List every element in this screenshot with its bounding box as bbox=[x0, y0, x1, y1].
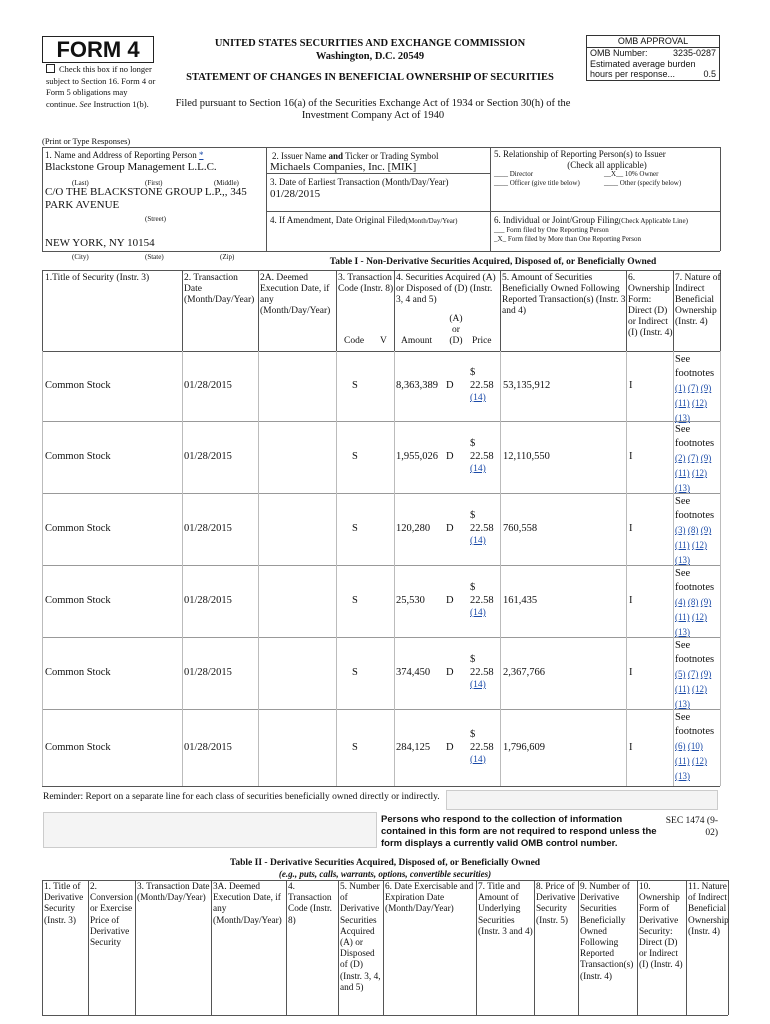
footnote-link[interactable]: (12) bbox=[692, 398, 708, 408]
footnote-link[interactable]: (13) bbox=[675, 699, 690, 709]
price-dollar: $ bbox=[470, 582, 476, 593]
no-longer-subject-note: Check this box if no longer subject to Section 16. Form 4 or Form 5 obligations may continue. See Instruction 1(b). bbox=[46, 64, 156, 109]
agency-name: UNITED STATES SECURITIES AND EXCHANGE COMMISSION bbox=[214, 38, 526, 49]
footnote-link[interactable]: (12) bbox=[692, 684, 708, 694]
no-longer-subject-checkbox[interactable] bbox=[46, 64, 55, 73]
t2-col9-header: 8. Price of Derivative Security (Instr. 5) bbox=[536, 882, 576, 926]
nature-see-footnotes: See footnotes bbox=[675, 568, 715, 593]
director-option[interactable]: ____ Director bbox=[494, 170, 534, 178]
footnote-link[interactable]: (13) bbox=[675, 413, 690, 423]
t1-amount-subheader: Amount bbox=[401, 336, 433, 346]
t1-col6-header: 6. Ownership Form: Direct (D) or Indirect (I) (Instr. 4) bbox=[628, 273, 673, 338]
price: 22.58 bbox=[470, 667, 494, 678]
t2-col12-header: 11. Nature of Indirect Beneficial Ownership (Instr. 4) bbox=[688, 882, 729, 937]
amount: 374,450 bbox=[396, 667, 431, 678]
amount: 1,955,026 bbox=[396, 451, 438, 462]
footnote-link[interactable]: (13) bbox=[675, 483, 690, 493]
amount-owned: 12,110,550 bbox=[503, 451, 550, 462]
amount-owned: 1,796,609 bbox=[503, 741, 545, 753]
footnote-link[interactable]: (7) bbox=[687, 669, 699, 679]
footnote-link[interactable]: (8) bbox=[687, 525, 699, 535]
security-title: Common Stock bbox=[45, 380, 111, 391]
t1-col3-header: 3. Transaction Code (Instr. 8) bbox=[338, 273, 394, 294]
zip-label: (Zip) bbox=[220, 253, 235, 261]
price: 22.58 bbox=[470, 741, 494, 753]
box5-sub: (Check all applicable) bbox=[567, 160, 647, 170]
footnote-link[interactable]: (11) bbox=[675, 540, 690, 550]
t1-col2a-header: 2A. Deemed Execution Date, if any (Month/Day/Year) bbox=[260, 273, 331, 316]
persons-side-box bbox=[43, 812, 377, 848]
price-footnote-link[interactable]: (14) bbox=[470, 536, 486, 546]
transaction-date: 01/28/2015 bbox=[184, 523, 232, 534]
t2-col10-header: 9. Number of Derivative Securities Beneficially Owned Following Reported Transaction(s) (Instr. 4) bbox=[580, 882, 634, 982]
price: 22.58 bbox=[470, 523, 494, 534]
footnote-link[interactable]: (10) bbox=[687, 741, 703, 751]
amount: 120,280 bbox=[396, 523, 431, 534]
ownership-form: I bbox=[629, 595, 633, 606]
one-person-option[interactable]: ___ Form filed by One Reporting Person bbox=[494, 226, 609, 234]
ten-percent-owner-option[interactable]: __X__ 10% Owner bbox=[604, 170, 659, 178]
t2-col11-header: 10. Ownership Form of Derivative Security: Direct (D) or Indirect (I) (Instr. 4) bbox=[639, 882, 683, 971]
t2-col6-header: 5. Number of Derivative Securities Acquired (A) or Disposed of (D) (Instr. 3, 4, and 5) bbox=[340, 882, 381, 993]
price: 22.58 bbox=[470, 380, 494, 391]
footnote-link[interactable]: (9) bbox=[700, 597, 712, 607]
omb-hours: 0.5 bbox=[703, 69, 716, 79]
filed-pursuant-text: Filed pursuant to Section 16(a) of the Securities Exchange Act of 1934 or Section 30(h) of the Investment Company Act of 1940 bbox=[175, 98, 571, 121]
footnote-link[interactable]: (13) bbox=[675, 627, 690, 637]
table2-subtitle: (e.g., puts, calls, warrants, options, convertible securities) bbox=[278, 869, 492, 879]
omb-burden: Estimated average burden bbox=[590, 58, 696, 69]
transaction-date: 01/28/2015 bbox=[184, 595, 232, 606]
box1-label: 1. Name and Address of Reporting Person * bbox=[45, 150, 204, 160]
agency-location: Washington, D.C. 20549 bbox=[315, 51, 425, 62]
footnote-link[interactable]: (6) bbox=[675, 741, 686, 751]
reminder-side-box bbox=[446, 790, 718, 810]
price-footnote-link[interactable]: (14) bbox=[470, 680, 486, 690]
t1-col5-header: 5. Amount of Securities Beneficially Owned Following Reported Transaction(s) (Instr. 3 and 4) bbox=[502, 273, 626, 316]
footnote-link[interactable]: (12) bbox=[692, 468, 708, 478]
footnote-links bbox=[675, 667, 719, 712]
t2-col2-header: 2. Conversion or Exercise Price of Derivative Security bbox=[90, 882, 133, 949]
issuer-name: Michaels Companies, Inc. [MIK] bbox=[270, 161, 417, 173]
sec-form-number: SEC 1474 (9-02) bbox=[665, 816, 718, 838]
box1-asterisk-link[interactable]: * bbox=[198, 150, 204, 160]
acquired-or-disposed: D bbox=[446, 595, 454, 606]
more-persons-option[interactable]: _X_ Form filed by More than One Reporting Person bbox=[494, 235, 641, 243]
box4-label: 4. If Amendment, Date Original Filed(Month/Day/Year) bbox=[270, 215, 458, 225]
footnote-link[interactable]: (11) bbox=[675, 612, 690, 622]
price-footnote-link[interactable]: (14) bbox=[470, 754, 486, 765]
price: 22.58 bbox=[470, 595, 494, 606]
reporting-person-name: Blackstone Group Management L.L.C. bbox=[45, 161, 217, 173]
acquired-or-disposed: D bbox=[446, 667, 454, 678]
box6-label: 6. Individual or Joint/Group Filing(Check Applicable Line) bbox=[494, 215, 688, 225]
transaction-date: 01/28/2015 bbox=[184, 380, 232, 391]
footnote-link[interactable]: (12) bbox=[692, 612, 708, 622]
omb-approval-box bbox=[586, 35, 720, 81]
footnote-link[interactable]: (3) bbox=[675, 525, 686, 535]
amount-owned: 161,435 bbox=[503, 595, 538, 606]
price-dollar: $ bbox=[470, 728, 476, 740]
price-dollar: $ bbox=[470, 654, 476, 665]
security-title: Common Stock bbox=[45, 741, 111, 753]
box5-label: 5. Relationship of Reporting Person(s) to Issuer bbox=[494, 149, 666, 159]
footnote-link[interactable]: (12) bbox=[692, 756, 708, 766]
security-title: Common Stock bbox=[45, 667, 111, 678]
footnote-link[interactable]: (4) bbox=[675, 597, 686, 607]
acquired-or-disposed: D bbox=[446, 741, 454, 753]
other-option[interactable]: ____ Other (specify below) bbox=[604, 179, 682, 187]
footnote-link[interactable]: (9) bbox=[700, 383, 712, 393]
t1-col4-header: 4. Securities Acquired (A) or Disposed of (D) (Instr. 3, 4 and 5) bbox=[396, 273, 496, 305]
transaction-code: S bbox=[352, 741, 358, 753]
acquired-or-disposed: D bbox=[446, 451, 454, 462]
amount-owned: 2,367,766 bbox=[503, 667, 545, 678]
city-label: (City) bbox=[72, 253, 89, 261]
footnote-link[interactable]: (5) bbox=[675, 669, 686, 679]
t2-col3-header: 3. Transaction Date (Month/Day/Year) bbox=[137, 882, 210, 904]
footnote-links bbox=[675, 523, 719, 568]
omb-title: OMB APPROVAL bbox=[587, 36, 719, 48]
price-dollar: $ bbox=[470, 367, 476, 378]
t2-col7-header: 6. Date Exercisable and Expiration Date (Month/Day/Year) bbox=[385, 882, 474, 915]
ownership-form: I bbox=[629, 523, 633, 534]
price-footnote-link[interactable]: (14) bbox=[470, 393, 486, 403]
ownership-form: I bbox=[629, 451, 633, 462]
transaction-code: S bbox=[352, 523, 358, 534]
t2-col8-header: 7. Title and Amount of Underlying Securities (Instr. 3 and 4) bbox=[478, 882, 533, 937]
footnote-link[interactable]: (11) bbox=[675, 468, 690, 478]
amount: 8,363,389 bbox=[396, 380, 438, 391]
price-footnote-link[interactable]: (14) bbox=[470, 608, 486, 618]
amount: 284,125 bbox=[396, 741, 431, 753]
box3-label: 3. Date of Earliest Transaction (Month/Day/Year) bbox=[270, 177, 449, 187]
ownership-form: I bbox=[629, 741, 633, 753]
ownership-form: I bbox=[629, 667, 633, 678]
reporting-person-address: C/O THE BLACKSTONE GROUP L.P.,, 345 PARK AVENUE bbox=[45, 186, 247, 211]
nature-see-footnotes: See footnotes bbox=[675, 354, 715, 379]
price-footnote-link[interactable]: (14) bbox=[470, 464, 486, 474]
omb-hours-label: hours per response... bbox=[590, 69, 676, 79]
footnote-links bbox=[675, 739, 719, 784]
street-label: (Street) bbox=[145, 215, 166, 223]
footnote-link[interactable]: (8) bbox=[687, 597, 699, 607]
officer-option[interactable]: ____ Officer (give title below) bbox=[494, 179, 580, 187]
transaction-code: S bbox=[352, 451, 358, 462]
footnote-link[interactable]: (13) bbox=[675, 555, 690, 565]
reminder-text: Reminder: Report on a separate line for each class of securities beneficially owned directly or indirectly. bbox=[43, 792, 440, 802]
t1-code-subheader: Code bbox=[344, 336, 365, 346]
acquired-or-disposed: D bbox=[446, 380, 454, 391]
amount: 25,530 bbox=[396, 595, 425, 606]
acquired-or-disposed: D bbox=[446, 523, 454, 534]
transaction-code: S bbox=[352, 667, 358, 678]
t1-v-subheader: V bbox=[380, 336, 387, 346]
persons-notice: Persons who respond to the collection of information contained in this form are not required to respond unless the form displays a currently valid OMB control number. bbox=[381, 814, 657, 849]
transaction-date: 01/28/2015 bbox=[184, 451, 232, 462]
last-label: (Last) bbox=[72, 179, 89, 187]
security-title: Common Stock bbox=[45, 451, 111, 462]
form-title: FORM 4 bbox=[42, 36, 154, 63]
nature-see-footnotes: See footnotes bbox=[675, 640, 715, 665]
omb-number: 3235-0287 bbox=[672, 48, 716, 58]
footnote-link[interactable]: (12) bbox=[692, 540, 708, 550]
footnote-link[interactable]: (9) bbox=[700, 669, 712, 679]
nature-see-footnotes: See footnotes bbox=[675, 712, 715, 737]
transaction-date: 01/28/2015 bbox=[184, 741, 232, 753]
price-dollar: $ bbox=[470, 438, 476, 449]
footnote-link[interactable]: (11) bbox=[675, 756, 690, 766]
footnote-link[interactable]: (13) bbox=[675, 771, 690, 781]
footnote-link[interactable]: (1) bbox=[675, 383, 686, 393]
t1-price-subheader: Price bbox=[472, 336, 492, 346]
omb-number-label: OMB Number: bbox=[590, 48, 648, 58]
t2-col1-header: 1. Title of Derivative Security (Instr. 3) bbox=[44, 882, 84, 926]
box2-label: 2. Issuer Name and Ticker or Trading Symbol bbox=[272, 151, 439, 161]
state-label: (State) bbox=[145, 253, 164, 261]
security-title: Common Stock bbox=[45, 595, 111, 606]
footnote-link[interactable]: (11) bbox=[675, 398, 690, 408]
security-title: Common Stock bbox=[45, 523, 111, 534]
t1-aord-subheader: (A) or (D) bbox=[449, 314, 463, 346]
ownership-form: I bbox=[629, 380, 633, 391]
transaction-date: 01/28/2015 bbox=[184, 667, 232, 678]
footnote-link[interactable]: (9) bbox=[700, 453, 712, 463]
footnote-link[interactable]: (7) bbox=[687, 383, 699, 393]
earliest-transaction-date: 01/28/2015 bbox=[270, 188, 321, 200]
footnote-link[interactable]: (9) bbox=[700, 525, 712, 535]
t2-col4-header: 3A. Deemed Execution Date, if any (Month/Day/Year) bbox=[213, 882, 282, 926]
middle-label: (Middle) bbox=[214, 179, 239, 187]
amount-owned: 760,558 bbox=[503, 523, 538, 534]
transaction-code: S bbox=[352, 595, 358, 606]
footnote-links bbox=[675, 595, 719, 640]
footnote-link[interactable]: (11) bbox=[675, 684, 690, 694]
table1-title: Table I - Non-Derivative Securities Acquired, Disposed of, or Beneficially Owned bbox=[329, 257, 657, 267]
nature-see-footnotes: See footnotes bbox=[675, 496, 715, 521]
footnote-link[interactable]: (2) bbox=[675, 453, 686, 463]
t1-col1-header: 1.Title of Security (Instr. 3) bbox=[45, 273, 150, 283]
price: 22.58 bbox=[470, 451, 494, 462]
amount-owned: 53,135,912 bbox=[503, 380, 551, 391]
first-label: (First) bbox=[145, 179, 163, 187]
transaction-code: S bbox=[352, 380, 358, 391]
footnote-links bbox=[675, 381, 719, 426]
t1-col2-header: 2. Transaction Date (Month/Day/Year) bbox=[184, 273, 255, 305]
price-dollar: $ bbox=[470, 510, 476, 521]
t1-col7-header: 7. Nature of Indirect Beneficial Ownership (Instr. 4) bbox=[675, 273, 721, 327]
statement-title: STATEMENT OF CHANGES IN BENEFICIAL OWNERSHIP OF SECURITIES bbox=[186, 72, 554, 83]
city-state-zip: NEW YORK, NY 10154 bbox=[45, 237, 155, 249]
print-type-note: (Print or Type Responses) bbox=[42, 136, 131, 146]
t2-col5-header: 4. Transaction Code (Instr. 8) bbox=[288, 882, 332, 926]
nature-see-footnotes: See footnotes bbox=[675, 424, 715, 449]
footnote-link[interactable]: (7) bbox=[687, 453, 699, 463]
footnote-links bbox=[675, 451, 719, 496]
table2-title: Table II - Derivative Securities Acquired, Disposed of, or Beneficially Owned bbox=[229, 858, 541, 868]
